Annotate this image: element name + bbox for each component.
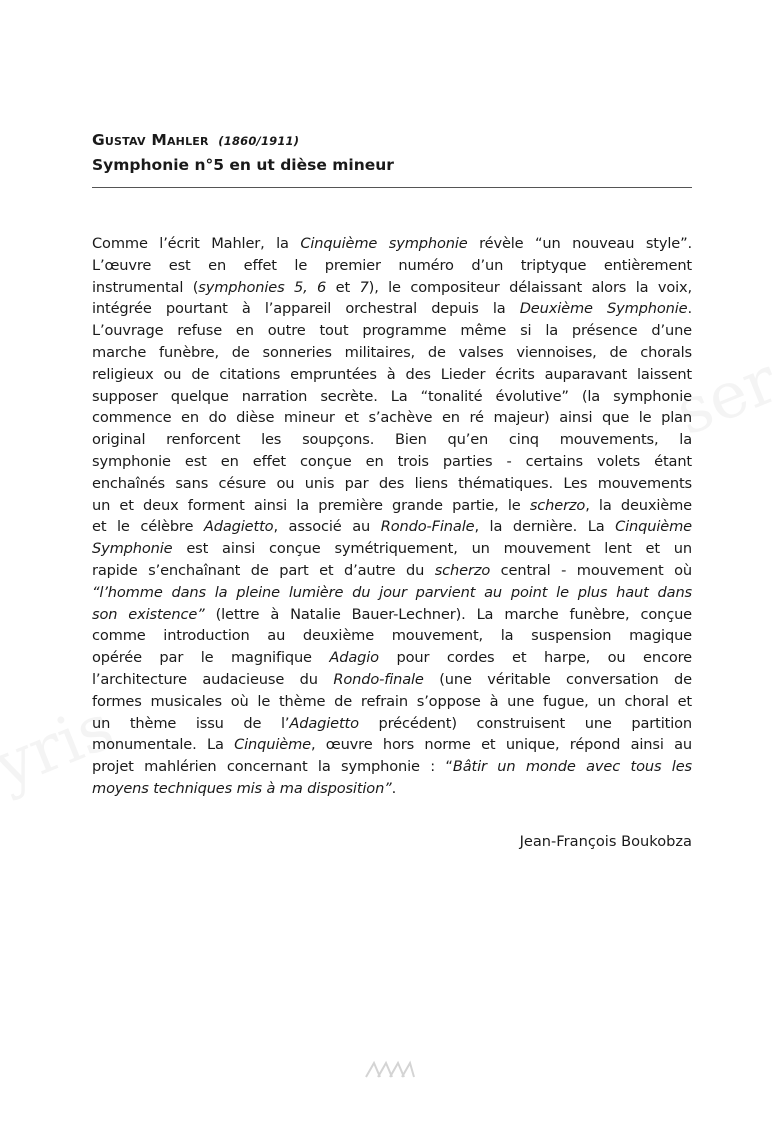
italic-segment: Deuxième Symphonie (519, 300, 688, 318)
text-segment: (une véritable conversation de (423, 670, 692, 688)
text-segment: et (326, 278, 360, 296)
text-segment: révèle “un nouveau style”. (467, 235, 692, 252)
body-line (92, 255, 692, 277)
body-line (92, 473, 692, 495)
work-title: Symphonie n°5 en ut dièse mineur (92, 156, 394, 174)
body-line (92, 713, 692, 735)
body-line (92, 669, 692, 691)
italic-segment: symphonies 5, 6 (198, 278, 327, 296)
text-segment: et le célèbre (92, 518, 204, 536)
body-line (92, 277, 692, 299)
text-segment: pour cordes et harpe, ou encore (378, 649, 693, 667)
text-segment: marche funèbre, de sonneries militaires, de valses viennoises, de chorals (92, 343, 692, 361)
body-line (92, 233, 692, 255)
body-line (92, 451, 692, 473)
italic-segment: Cinquième (615, 518, 692, 536)
text-segment: rapide s’enchaînant de part et d’autre du (92, 561, 435, 579)
composer-dates: (1860/1911) (218, 134, 300, 148)
text-segment: , la dernière. La (474, 518, 616, 536)
body-line (92, 625, 692, 647)
text-segment: commence en do dièse mineur et s’achève en ré majeur) ainsi que le plan (92, 409, 692, 427)
body-line (92, 320, 692, 342)
italic-segment: Bâtir un monde avec tous les (452, 758, 692, 776)
body-line (92, 778, 692, 800)
text-segment: , la deuxième (585, 496, 692, 514)
italic-segment: moyens techniques mis à ma disposition” (92, 779, 392, 797)
page-ornament-mark (362, 1055, 418, 1083)
composer-last-name: Mahler (151, 131, 209, 149)
text-segment: précédent) construisent une partition (358, 714, 692, 732)
text-segment: symphonie est en effet conçue en trois parties - certains volets étant (92, 452, 692, 470)
title-divider (92, 187, 692, 188)
text-segment: L’ouvrage refuse en outre tout programme même si la présence d’une (92, 322, 692, 340)
italic-segment: Cinquième (234, 736, 311, 754)
body-line (92, 582, 692, 604)
author-signature: Jean-François Boukobza (519, 833, 692, 850)
text-segment: l’architecture audacieuse du (92, 670, 334, 688)
italic-segment: Symphonie (92, 540, 173, 558)
body-line (92, 691, 692, 713)
composer-first-name: Gustav (92, 131, 146, 149)
italic-segment: scherzo (529, 496, 586, 514)
text-segment: ), le compositeur délaissant alors la voix, (368, 278, 692, 296)
text-segment: comme introduction au deuxième mouvement, la suspension magique (92, 627, 692, 645)
body-line (92, 407, 692, 429)
italic-segment: 7 (359, 278, 369, 296)
text-segment: formes musicales où le thème de refrain s’oppose à une fugue, un choral et (92, 692, 692, 710)
text-segment: original renforcent les soupçons. Bien qu’en cinq mouvements, la (92, 431, 692, 449)
text-segment: . (391, 779, 397, 797)
text-segment: religieux ou de citations empruntées à des Lieder écrits auparavant laissent (92, 365, 692, 383)
text-segment: . (687, 300, 692, 318)
italic-segment: scherzo (434, 561, 491, 579)
text-segment: , œuvre hors norme et unique, répond ainsi au (310, 736, 692, 754)
italic-segment: Adagio (329, 649, 379, 667)
body-line (92, 386, 692, 408)
text-segment: supposer quelque narration secrète. La “tonalité évolutive” (la symphonie (92, 387, 692, 405)
body-line (92, 756, 692, 778)
body-line (92, 495, 692, 517)
italic-segment: “l’homme dans la pleine lumière du jour parvient au point le plus haut dans (92, 583, 692, 601)
body-line (92, 538, 692, 560)
body-line (92, 429, 692, 451)
italic-segment: Adagietto (289, 714, 359, 732)
text-segment: instrumental ( (92, 278, 199, 296)
composer-heading (92, 131, 299, 149)
text-segment: un thème issu de l’ (92, 714, 290, 732)
body-line (92, 604, 692, 626)
body-line (92, 560, 692, 582)
body-line (92, 516, 692, 538)
text-segment: projet mahlérien concernant la symphonie : “ (92, 758, 453, 776)
text-segment: intégrée pourtant à l’appareil orchestral depuis la (92, 300, 520, 318)
text-segment: est ainsi conçue symétriquement, un mouvement lent et un (172, 540, 692, 558)
text-segment: L’œuvre est en effet le premier numéro d’un triptyque entièrement (92, 256, 692, 274)
italic-segment: Adagietto (203, 518, 274, 536)
text-segment: Comme l’écrit Mahler, la (92, 235, 301, 252)
text-segment: enchaînés sans césure ou unis par des liens thématiques. Les mouvements (92, 474, 692, 492)
italic-segment: son existence” (92, 605, 205, 623)
body-line (92, 342, 692, 364)
body-line (92, 298, 692, 320)
body-line (92, 364, 692, 386)
text-segment: , associé au (273, 518, 381, 536)
italic-segment: Rondo-finale (333, 670, 424, 688)
text-segment: un et deux forment ainsi la première grande partie, le (92, 496, 530, 514)
body-line (92, 734, 692, 756)
italic-segment: Rondo-Finale (380, 518, 475, 536)
text-segment: monumentale. La (92, 736, 235, 754)
text-segment: opérée par le magnifique (92, 649, 330, 667)
text-segment: central - mouvement où (490, 561, 692, 579)
body-text (92, 233, 692, 800)
body-line (92, 647, 692, 669)
text-segment: (lettre à Natalie Bauer-Lechner). La marche funèbre, conçue (204, 605, 693, 623)
italic-segment: Cinquième symphonie (300, 235, 468, 252)
